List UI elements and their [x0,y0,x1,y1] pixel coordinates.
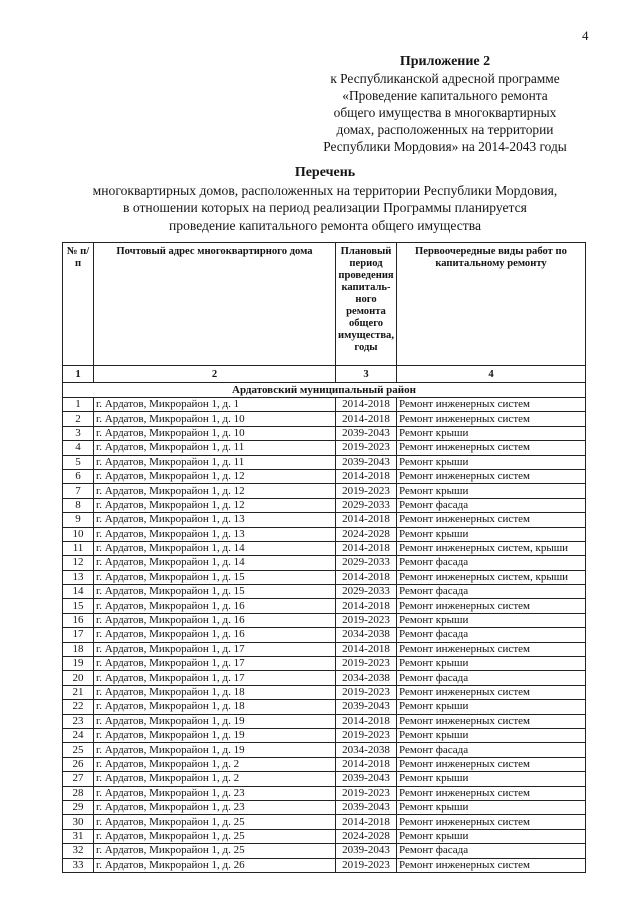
row-number: 19 [63,657,94,671]
row-work: Ремонт фасада [397,671,586,685]
table-row [63,441,586,455]
appendix-line: к Республиканской адресной программе [330,71,560,86]
table-row [63,714,586,728]
row-address: г. Ардатов, Микрорайон 1, д. 13 [94,513,336,527]
row-work: Ремонт инженерных систем [397,412,586,426]
row-address: г. Ардатов, Микрорайон 1, д. 16 [94,613,336,627]
row-period: 2039-2043 [336,800,397,814]
row-number: 8 [63,498,94,512]
row-number: 9 [63,513,94,527]
row-work: Ремонт фасада [397,844,586,858]
row-number: 13 [63,570,94,584]
table-row [63,728,586,742]
row-work: Ремонт инженерных систем [397,599,586,613]
row-period: 2034-2038 [336,743,397,757]
row-work: Ремонт инженерных систем [397,858,586,872]
row-period: 2014-2018 [336,398,397,412]
table-row [63,858,586,872]
row-number: 3 [63,426,94,440]
list-title-line: проведение капитального ремонта общего имущества [169,217,481,233]
row-number: 10 [63,527,94,541]
row-period: 2039-2043 [336,455,397,469]
row-period: 2029-2033 [336,556,397,570]
row-work: Ремонт инженерных систем, крыши [397,570,586,584]
row-number: 14 [63,585,94,599]
appendix-line: «Проведение капитального ремонта [342,88,548,103]
table-row [63,671,586,685]
row-address: г. Ардатов, Микрорайон 1, д. 12 [94,469,336,483]
header-works: Первоочередные виды работ по капитальному ремонту [397,243,586,366]
table-row [63,412,586,426]
table-row [63,685,586,699]
row-period: 2014-2018 [336,469,397,483]
row-address: г. Ардатов, Микрорайон 1, д. 25 [94,844,336,858]
row-address: г. Ардатов, Микрорайон 1, д. 17 [94,642,336,656]
row-work: Ремонт крыши [397,426,586,440]
row-period: 2014-2018 [336,570,397,584]
row-period: 2034-2038 [336,628,397,642]
table-row [63,570,586,584]
row-number: 18 [63,642,94,656]
table-row [63,700,586,714]
row-work: Ремонт фасада [397,556,586,570]
row-number: 4 [63,441,94,455]
row-period: 2039-2043 [336,772,397,786]
column-number: 2 [94,366,336,383]
table-row [63,527,586,541]
row-period: 2014-2018 [336,599,397,613]
table-header-row [63,243,586,366]
row-number: 12 [63,556,94,570]
row-work: Ремонт крыши [397,700,586,714]
appendix-line: общего имущества в многоквартирных [333,105,557,120]
table-row [63,585,586,599]
table-row [63,455,586,469]
row-period: 2019-2023 [336,685,397,699]
table-row [63,484,586,498]
table-row [63,513,586,527]
table-row [63,829,586,843]
table-row [63,815,586,829]
row-work: Ремонт крыши [397,829,586,843]
row-address: г. Ардатов, Микрорайон 1, д. 25 [94,815,336,829]
row-work: Ремонт фасада [397,498,586,512]
row-address: г. Ардатов, Микрорайон 1, д. 11 [94,455,336,469]
row-number: 6 [63,469,94,483]
row-number: 26 [63,757,94,771]
row-period: 2019-2023 [336,786,397,800]
row-period: 2014-2018 [336,412,397,426]
column-number: 4 [397,366,586,383]
table-row [63,757,586,771]
row-period: 2014-2018 [336,714,397,728]
row-number: 33 [63,858,94,872]
row-address: г. Ардатов, Микрорайон 1, д. 17 [94,671,336,685]
table-row [63,772,586,786]
row-address: г. Ардатов, Микрорайон 1, д. 19 [94,743,336,757]
row-work: Ремонт крыши [397,484,586,498]
row-period: 2029-2033 [336,585,397,599]
row-address: г. Ардатов, Микрорайон 1, д. 23 [94,786,336,800]
row-address: г. Ардатов, Микрорайон 1, д. 14 [94,556,336,570]
row-work: Ремонт инженерных систем [397,513,586,527]
row-number: 27 [63,772,94,786]
row-period: 2019-2023 [336,441,397,455]
row-number: 17 [63,628,94,642]
row-address: г. Ардатов, Микрорайон 1, д. 15 [94,570,336,584]
column-number: 1 [63,366,94,383]
appendix-block [300,53,590,155]
table-row [63,541,586,555]
row-address: г. Ардатов, Микрорайон 1, д. 12 [94,498,336,512]
row-work: Ремонт инженерных систем [397,398,586,412]
row-number: 24 [63,728,94,742]
row-period: 2019-2023 [336,613,397,627]
row-address: г. Ардатов, Микрорайон 1, д. 18 [94,685,336,699]
row-number: 21 [63,685,94,699]
row-address: г. Ардатов, Микрорайон 1, д. 17 [94,657,336,671]
row-work: Ремонт инженерных систем [397,685,586,699]
row-work: Ремонт инженерных систем [397,469,586,483]
row-number: 22 [63,700,94,714]
table-row [63,426,586,440]
row-period: 2019-2023 [336,484,397,498]
district-row [63,383,586,398]
row-period: 2019-2023 [336,657,397,671]
column-numbers-row [63,366,586,383]
row-period: 2024-2028 [336,829,397,843]
page-number: 4 [582,28,589,43]
row-work: Ремонт крыши [397,613,586,627]
row-work: Ремонт инженерных систем, крыши [397,541,586,555]
row-work: Ремонт инженерных систем [397,714,586,728]
row-number: 2 [63,412,94,426]
row-period: 2014-2018 [336,513,397,527]
table-row [63,657,586,671]
row-address: г. Ардатов, Микрорайон 1, д. 13 [94,527,336,541]
row-period: 2029-2033 [336,498,397,512]
list-heading: Перечень [294,165,356,180]
table-row [63,498,586,512]
row-number: 1 [63,398,94,412]
row-address: г. Ардатов, Микрорайон 1, д. 18 [94,700,336,714]
list-title-line: в отношении которых на период реализации Программы планируется [123,200,527,216]
row-number: 28 [63,786,94,800]
row-period: 2014-2018 [336,541,397,555]
row-period: 2024-2028 [336,527,397,541]
table-row [63,844,586,858]
row-number: 25 [63,743,94,757]
table-row [63,786,586,800]
row-number: 15 [63,599,94,613]
row-number: 23 [63,714,94,728]
row-number: 16 [63,613,94,627]
row-work: Ремонт крыши [397,800,586,814]
row-address: г. Ардатов, Микрорайон 1, д. 19 [94,714,336,728]
row-address: г. Ардатов, Микрорайон 1, д. 11 [94,441,336,455]
row-period: 2034-2038 [336,671,397,685]
row-work: Ремонт инженерных систем [397,757,586,771]
row-address: г. Ардатов, Микрорайон 1, д. 16 [94,599,336,613]
table-row [63,469,586,483]
row-number: 30 [63,815,94,829]
row-address: г. Ардатов, Микрорайон 1, д. 2 [94,772,336,786]
buildings-table [62,242,586,873]
row-address: г. Ардатов, Микрорайон 1, д. 1 [94,398,336,412]
table-row [63,398,586,412]
row-number: 7 [63,484,94,498]
row-work: Ремонт инженерных систем [397,815,586,829]
column-number: 3 [336,366,397,383]
row-period: 2019-2023 [336,728,397,742]
row-address: г. Ардатов, Микрорайон 1, д. 16 [94,628,336,642]
row-work: Ремонт крыши [397,657,586,671]
row-work: Ремонт инженерных систем [397,786,586,800]
table-row [63,743,586,757]
table-row [63,628,586,642]
header-num: № п/п [63,243,94,366]
row-period: 2039-2043 [336,426,397,440]
row-address: г. Ардатов, Микрорайон 1, д. 10 [94,412,336,426]
header-address: Почтовый адрес многоквартирного дома [94,243,336,366]
table-row [63,642,586,656]
row-work: Ремонт инженерных систем [397,642,586,656]
district-name: Ардатовский муниципальный район [63,383,586,398]
row-work: Ремонт фасада [397,585,586,599]
row-period: 2039-2043 [336,700,397,714]
row-work: Ремонт крыши [397,728,586,742]
row-number: 11 [63,541,94,555]
row-address: г. Ардатов, Микрорайон 1, д. 25 [94,829,336,843]
row-address: г. Ардатов, Микрорайон 1, д. 19 [94,728,336,742]
row-work: Ремонт крыши [397,527,586,541]
table-row [63,800,586,814]
table-row [63,556,586,570]
list-title-block [40,164,610,234]
list-title-line: многоквартирных домов, расположенных на территории Республики Мордовия, [92,183,558,199]
row-period: 2014-2018 [336,815,397,829]
row-address: г. Ардатов, Микрорайон 1, д. 14 [94,541,336,555]
appendix-heading: Приложение 2 [399,54,491,69]
row-address: г. Ардатов, Микрорайон 1, д. 23 [94,800,336,814]
table-row [63,613,586,627]
row-work: Ремонт крыши [397,455,586,469]
row-work: Ремонт фасада [397,743,586,757]
appendix-line: домах, расположенных на территории [336,122,554,137]
row-address: г. Ардатов, Микрорайон 1, д. 10 [94,426,336,440]
row-number: 31 [63,829,94,843]
header-period: Плановый период проведения капиталь-ного ремонта общего имущества, годы [336,243,397,366]
row-address: г. Ардатов, Микрорайон 1, д. 2 [94,757,336,771]
row-address: г. Ардатов, Микрорайон 1, д. 15 [94,585,336,599]
row-number: 29 [63,800,94,814]
row-number: 5 [63,455,94,469]
row-period: 2014-2018 [336,642,397,656]
row-address: г. Ардатов, Микрорайон 1, д. 12 [94,484,336,498]
row-period: 2014-2018 [336,757,397,771]
row-work: Ремонт инженерных систем [397,441,586,455]
row-work: Ремонт крыши [397,772,586,786]
appendix-line: Республики Мордовия» на 2014-2043 годы [323,139,567,154]
row-period: 2039-2043 [336,844,397,858]
row-number: 20 [63,671,94,685]
row-address: г. Ардатов, Микрорайон 1, д. 26 [94,858,336,872]
table-row [63,599,586,613]
row-number: 32 [63,844,94,858]
row-period: 2019-2023 [336,858,397,872]
row-work: Ремонт фасада [397,628,586,642]
